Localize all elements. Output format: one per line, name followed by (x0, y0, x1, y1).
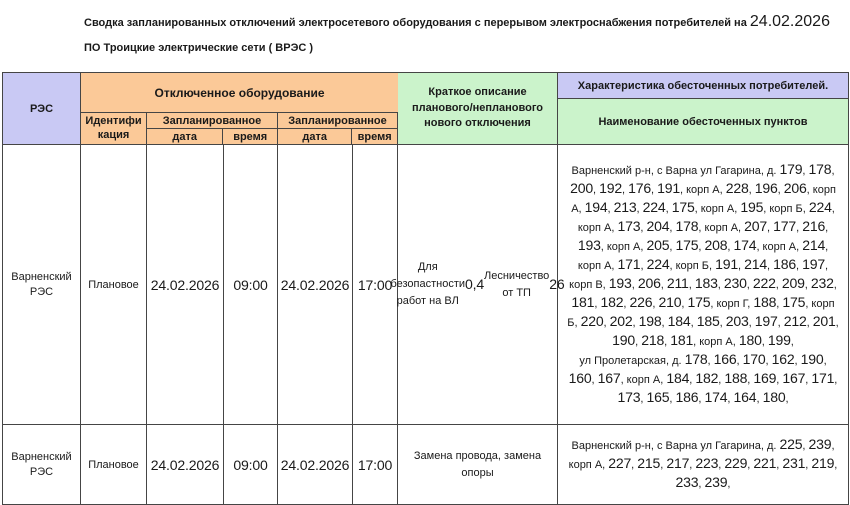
table-row (3, 145, 848, 425)
table-header (3, 73, 848, 145)
header-disconnected-equipment: Отключенное оборудование (81, 73, 398, 113)
cell-res: Варненский РЭС (3, 425, 81, 504)
header-planned-start: Запланированное (147, 113, 277, 129)
header-start-date: дата (147, 129, 223, 144)
header-end-date: дата (278, 129, 352, 144)
cell-end-date: 24.02.2026 (278, 145, 353, 424)
header-end-time: время (357, 130, 392, 143)
header-planned-end: Запланированное (278, 113, 397, 129)
cell-points (558, 425, 848, 504)
cell-res: Варненский РЭС (3, 145, 81, 424)
header-consumers-characteristics: Характеристика обесточенных потребителей. (558, 73, 848, 99)
header-identification: Идентификация (81, 113, 147, 144)
header-disconnected-equipment-group (81, 73, 398, 144)
header-start-datetime-row (147, 129, 277, 144)
cell-description: Замена провода, замена опоры (398, 425, 558, 504)
table-row (3, 425, 848, 504)
header-planned-end-group (278, 113, 398, 144)
document-title-text: Сводка запланированных отключений электросетевого оборудования с перерывом электроснабжения потребителей на (84, 17, 747, 29)
header-points-name: Наименование обесточенных пунктов (558, 99, 848, 144)
cell-start-time: 09:00 (224, 145, 278, 424)
header-res: РЭС (3, 73, 81, 144)
title-date: 24.02.2026 (749, 13, 830, 30)
cell-end-date: 24.02.2026 (278, 425, 353, 504)
header-equipment-subrow (81, 113, 398, 144)
points-line: Варненский р-н, с Варна ул Гагарина, д. 225, 239, корп А, 227, 215, 217, 223, 229, 221, 231, 219, 233, 239, (568, 436, 838, 490)
points-line: Варненский р-н, с Варна ул Гагарина, д. 179, 178, 200, 192, 176, 191, корп А, 228, 196, 206, корп А, 194, 213, 224, 175, корп А, 195, корп Б, 224, корп А, 173, 204, 178, корп А, 207, 177, 216, 193, корп А, 205, 175, 208, 174, корп А, 214, корп А, 171, 224, корп Б, 191, 214, 186, 197, корп В, 193, 206, 211, 183, 230, 222, 209, 232, 181, 182, 226, 210, 175, корп Г, 188, 175, корп Б, 220, 202, 198, 184, 185, 203, 197, 212, 201, 190, 218, 181, корп А, 180, 199, (567, 161, 839, 348)
cell-end-time: 17:00 (353, 145, 398, 424)
cell-start-time: 09:00 (224, 425, 278, 504)
points-line: ул Пролетарская, д. 178, 166, 170, 162, 190, 160, 167, корп А, 184, 182, 188, 169, 167, 171, 173, 165, 186, 174, 164, 180, (568, 351, 838, 405)
cell-end-time: 17:00 (353, 425, 398, 504)
document-title (84, 13, 830, 31)
header-planned-start-group (147, 113, 278, 144)
header-start-time: время (233, 130, 268, 143)
header-short-description: Краткое описание планового/непланового нового отключения (398, 73, 558, 144)
cell-start-date: 24.02.2026 (147, 425, 224, 504)
cell-points (558, 145, 848, 424)
header-consumers-group (558, 73, 848, 144)
cell-identification: Плановое (81, 145, 147, 424)
cell-identification: Плановое (81, 425, 147, 504)
header-end-datetime-row (278, 129, 397, 144)
outages-table (2, 72, 849, 505)
cell-start-date: 24.02.2026 (147, 145, 224, 424)
document-subtitle: ПО Троицкие электрические сети ( ВРЭС ) (84, 42, 314, 54)
cell-description: Для безопастности работ на ВЛ 0,4 Лесничество от ТП 26 (398, 145, 558, 424)
